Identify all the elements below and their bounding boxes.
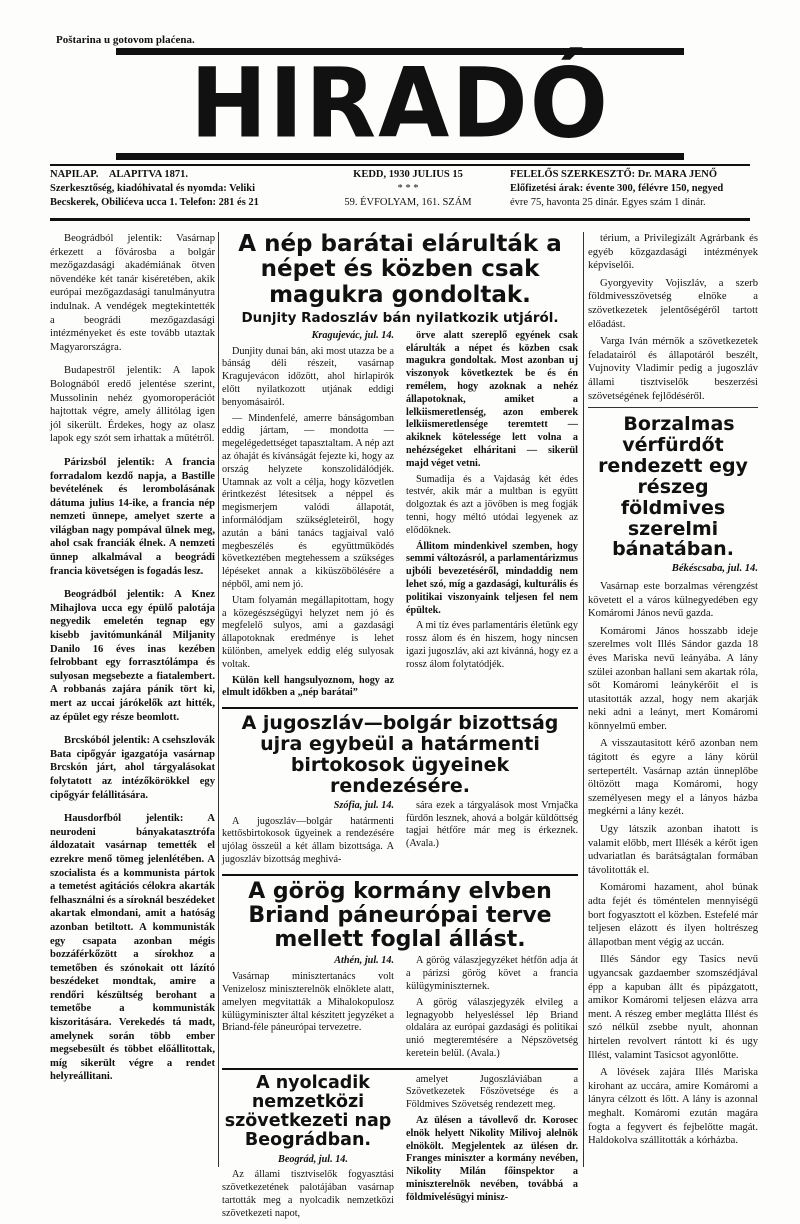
news-item: Brcskóból jelentik: A csehszlovák Bata cipőgyár igazgatója vasárnap Brcskón járt, ahol tárgyalásokat folytatott az intézőkörökkel egy cipőgyár felállitására. — [50, 735, 215, 801]
paragraph: A görög válaszjegyzéket hétfőn adja át a párizsi görög követ a francia külügyminiszternek. — [406, 955, 578, 992]
article-separator — [588, 407, 758, 408]
dateline: Kragujevác, jul. 14. — [311, 329, 394, 341]
news-item: Hausdorfból jelentik: A neurodeni bányakatasztrófa áldozatait vasárnap temették el ezrekre menő tömeg jelenlétében. A szocialista és a kommunista pártok a temetést agitációs célokra akarták felhasználni és a síroknál beszédeket akartak elmondani, amit a hatóság azonban betiltott. A kommunisták egy csapata azonban mégis bozzáférkőzött a sírokhoz a temetőben és szónokait ott lázító beszédeket mondtak, amire a rendőri készültség berohant a temetőbe a kommunisták kiszoritására. Verekedés tá madt, amelynek során több ember megsebesült és többet előállitottak, míg sikerült végre a rendet helyreállitani. — [50, 813, 215, 1083]
paragraph: Illés Sándor egy Tasics nevű ugyancsak gazdaember szomszédjával épp a kapuban állt és pipázgatott, amikor Komáromi teljesen elázva arra ment. A részeg ember meglátta Illést és szó nélkül zsebbe nyult, ahonnan hirtelen revolvert rántott ki és ugy Illést, valamint Tasicsot agyonlőtte. — [588, 954, 758, 1061]
issue-date: KEDD, 1930 JULIUS 15 — [353, 169, 463, 180]
paragraph: A lövések zajára Illés Mariska kirohant az uccára, amire Komáromi a lányra célzott és lőtt. A lány is azonnal meghalt. Komáromi ezután magára fogta a fegyvert és fejbelőtte magát. Haldokolva szállitották a kórházba. — [588, 1067, 758, 1147]
article-headline: A görög kormány elvben Briand páneurópai terve mellett foglal állást. — [248, 878, 552, 953]
paragraph: Komáromi János hosszabb ideje szerelmes volt Illés Sándor gazda 18 éves Mariska nevű leányába. A lány szülei azonban hallani sem akartak róla, sőt Komáromi leánykérőit el is utasitották azzal, hogy nem akarják neki adni a leányt, mert Komáromi könnyelmű ember. — [588, 625, 758, 732]
article-separator — [222, 874, 578, 876]
article-gorog-kormany — [222, 880, 578, 1064]
paragraph: Állitom mindenkivel szemben, hogy semmi változásról, a parlamentárizmus ujbóli bevezetéséről, mindaddig nem lehet szó, míg a gazdasági, kulturális és politikai viszonyaink teljesen fel nem épültek. — [406, 540, 578, 616]
column-divider — [218, 232, 219, 1167]
paragraph: Vasárnap este borzalmas vérengzést követett el a város külnegyedében egy Komáromi János nevű gazda. — [588, 580, 758, 620]
paragraph: Sumadija és a Vajdaság két édes testvér, akik már a multban is együtt dolgoztak és azt a jövőben is meg fogják tenni, hogy méltó utódai legyenek az elődöknek. — [406, 473, 578, 536]
news-item: Beográdból jelentik: A Knez Mihajlova ucca egy épülő palotája negyedik emeletén tegnap egy kisebb javitómunkánál Miljanity Danilo 16 éves inas kezében felrobbant egy forrasztólámpa és sulyosan megsebezte a fiatalembert. A robbanás zajára pánik tört ki, mert az uccai járókelők azt hitték, az épület egy része beomlott. — [50, 589, 215, 723]
postal-note: Poštarina u gotovom plaćena. — [56, 34, 195, 46]
dateline: Szófia, jul. 14. — [333, 799, 394, 811]
paragraph: örve alatt szereplő egyének csak elárulták a népet és közben csak magukra gondoltak. Most azonban uj viszonyok következtek be és én remélem, hogy azoknak a nehéz állapotoknak, amiket a lelkiismeretlenség, azon emberek lelkiismeretlensége teremtett — akiknek kötelessége lett volna a nehézségeket elháritani — sikerül majd véget vetni. — [406, 329, 578, 469]
article-separator — [222, 1068, 578, 1070]
news-item: Párizsból jelentik: A francia forradalom kezdő napja, a Bastille bevételének és lerombolásának dátuma julius 14-ike, a francia nép nemzeti ünnepe, amelyet szerte a világban nagy pompával ülnek meg, ahol csak franciák élnek. A nemzeti ünnep alkalmával a beográdi francia követségen is fogadás lesz. — [50, 456, 215, 577]
article-headline: A jugoszláv—bolgár bizottság ujra egybeül a határmenti birtokosok ügyeinek rendezésére. — [241, 712, 559, 797]
paragraph: Dunjity dunai bán, aki most utazza be a bánság déli részeit, vasárnap Kragujevácon időzött, ahol hirlapirók előtt nyilatkozott utjának eddigi benyomásairól. — [222, 345, 394, 408]
article-jugoszlav-bolgar — [222, 713, 578, 870]
paragraph: Külön kell hangsulyoznom, hogy az elmult időkben a „nép barátai” — [222, 674, 394, 699]
info-bar — [50, 168, 750, 214]
paragraph: Ugy látszik azonban ihatott is valamit előbb, mert Illésék a kérőt igen udvariatlan és barátságtalan formában távolitották el. — [588, 824, 758, 876]
paragraph: Az állami tisztviselők fogyasztási szövetkezetének palotájában vasárnap tartották meg a nyolcadik nemzetközi szövetkezeti napot, — [222, 1169, 394, 1219]
article-subhead: Dunjity Radoszláv bán nyilatkozik utjáról. — [241, 309, 559, 326]
editor-label: FELELŐS SZERKESZTŐ: Dr. MARA JENŐ — [510, 169, 718, 180]
paragraph: térium, a Privilegizált Agrárbank és egyéb közgazdasági intézmények képviselői. — [588, 233, 758, 272]
column-divider — [583, 232, 584, 1167]
paragraph: A jugoszláv—bolgár határmenti kettősbirtokosok ügyeinek a rendezésére ujólag összeül a két állam bizottsága. A jugoszláv bizottság meghivá- — [222, 815, 394, 865]
paragraph: sára ezek a tárgyalások most Vrnjačka fürdőn lesznek, ahová a bolgár küldöttség tagjai hétfőre már meg is érkeznek. (Avala.) — [406, 799, 578, 850]
subscription-line-1: Előfizetési árak: évente 300, félévre 150, negyed — [510, 183, 724, 194]
news-item: Budapestről jelentik: A lapok Bolognából eredő jelentése szerint, Mussolinin nehéz gyomoroperációt hajtottak végre, amely állitólag igen jól sikerült. Érdekes, hogy az olasz lapok egy szót sem irhattak a műtétről. — [50, 365, 215, 445]
paragraph: Vasárnap minisztertanács volt Venizelosz miniszterelnök elnöklete alatt, amelyen megvitatták a Mihalokopulosz külügyminiszter által készitett jegyzéket a Briand-féle páneurópai tervezetre. — [222, 971, 394, 1034]
paragraph: A visszautasitott kérő azonban nem tágitott és egyre a lány körül sertepertélt. Vasárnap aztán ünneplőbe öltözött maga Komáromi, hogy személyesen megy el a lányos házba megkérni a lány kezét. — [588, 738, 758, 818]
founded-label: ALAPITVA 1871. — [108, 169, 188, 180]
left-news-column — [50, 232, 215, 1094]
masthead-rule — [50, 164, 750, 166]
article-headline: A nyolcadik nemzetközi szövetkezeti nap Beográdban. — [224, 1072, 392, 1151]
paragraph: Gyorgyevity Vojiszláv, a szerb földmivesszövetség elnöke a szövetkezetek jelentőségéről tartott előadást. — [588, 277, 758, 330]
paragraph: — Mindenfelé, amerre bánságomban eddig jártam, — mondotta — megelégedettséget tapasztaltam. A nép azt az óhaját és kívánságát fejezte ki, hogy az ország helyzete konszolidálódjék. Utamnak az volt a célja, hogy közvetlen érintkezést létesitsek a néppel és megismerjem valódi állapotát, informálódjam szükségleteiről, hogy azután a báni tanács tagjaival való megbeszélés és együttműködés következtében megtehessem a szükséges lépéseket annak a kiküszöbölésére a népből, ami nem jó. — [222, 412, 394, 591]
article-headline: A nép barátai elárulták a népet és közben csak magukra gondoltak. — [238, 231, 562, 308]
address-line-2: Becskerek, Obilićeva ucca 1. Telefon: 281 és 21 — [50, 197, 259, 208]
article-headline: Borzalmas vérfürdőt rendezett egy részeg földmives szerelmi bánatában. — [598, 413, 748, 561]
paragraph: Utam folyamán megállapitottam, hogy a közegészségügyi helyzet nem jó és megfelelő sulyos, ami a gazdasági állapotoknak eredménye is lehet különben, amelyek eddig elég sulyosak voltak. — [222, 594, 394, 670]
header-rule — [50, 218, 750, 221]
right-column — [588, 232, 758, 1152]
paragraph: Komáromi hazament, ahol búnak adta fejét és töméntelen mennyiségű bort fogyasztott el közben. Estefelé már teljesen elázott és ilyen holtrészeg állapotban ment végig az uccán. — [588, 882, 758, 948]
stars: * * * — [397, 183, 419, 194]
paragraph: A mi tíz éves parlamentáris életünk egy rossz álom és én hiszem, hogy nincsen igazi jugoszláv, aki azt kivánná, hogy ez a rossz álom folytatódjék. — [406, 620, 578, 670]
article-nemzetkozi-szovetkezeti-nap — [222, 1074, 578, 1224]
subscription-line-2: évre 75, havonta 25 dinár. Egyes szám 1 dinár. — [510, 197, 706, 208]
paragraph: Az ülésen a távollevő dr. Korosec elnök helyett Nikolity Milivoj alelnök elnökölt. Megjelentek az ülésen dr. Franges miniszter a kormány nevében, Nikolity Milán főinspektor a miniszterelnök nevében, továbbá a földmivelésügyi minisz- — [406, 1115, 578, 1203]
dateline: Beográd, jul. 14. — [278, 1153, 348, 1165]
article-nep-baratai — [222, 232, 578, 703]
news-item: Beográdból jelentik: Vasárnap érkezett a fővárosba a bolgár mezőgazdasági akadémiának ötven növendéke két tanár kiséretében, akik európai mezőgazdasági tanulmányutra indulnak. A vendégek megtekintették a beográdi mezőgazdasági intézményeket és este tovább utaztak Magyarországra. — [50, 233, 215, 353]
napilap-label: NAPILAP. — [50, 169, 99, 180]
paragraph: Varga Iván mérnök a szövetkezetek feladatairól és állapotáról beszélt, Vujnovity Vladimir pedig a jugoszláv állami tisztviselők beszerzési szövetségének fejlődéséről. — [588, 336, 758, 402]
columns — [50, 231, 760, 1219]
volume-number: 59. ÉVFOLYAM, 161. SZÁM — [344, 197, 472, 208]
newspaper-title: HIRADÓ — [190, 47, 610, 160]
dateline: Békéscsaba, jul. 14. — [671, 563, 758, 575]
masthead — [116, 48, 684, 160]
paragraph: A görög válaszjegyzék elvileg a legnagyobb helyesléssel lép Briand oldalára az európai gazdasági és politikai unió megteremtésére a Népszövetség keretein belül. (Avala.) — [406, 996, 578, 1059]
middle-column — [222, 232, 578, 1224]
paragraph: amelyet Jugoszláviában a Szövetkezetek Főszövetsége és a Földmives Szövetség rendezett meg. — [406, 1073, 578, 1111]
dateline: Athén, jul. 14. — [334, 955, 394, 967]
address-line-1: Szerkesztőség, kiadóhivatal és nyomda: Veliki — [50, 183, 256, 194]
article-separator — [222, 707, 578, 709]
